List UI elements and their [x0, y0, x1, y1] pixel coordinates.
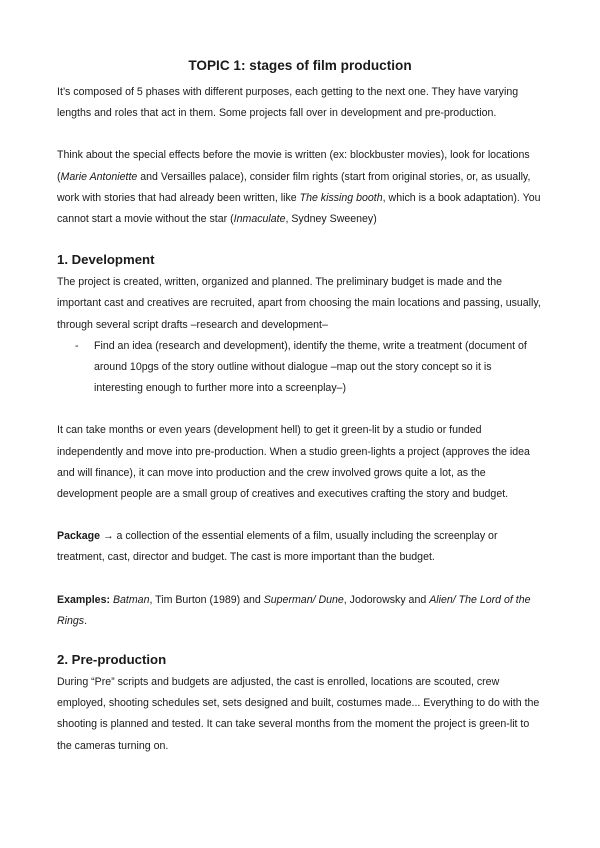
paragraph-gap — [57, 505, 543, 526]
examples-label: Examples: — [57, 593, 110, 606]
development-paragraph: The project is created, written, organized and planned. The preliminary budget is made and the important cast and creatives are recruited, apart from choosing the main locations and passing, usually, through several script drafts –research and development– — [57, 276, 541, 331]
document-page — [57, 56, 543, 757]
section-heading-preproduction: 2. Pre-production — [57, 652, 167, 668]
text-run: , Jodorowsky and — [343, 593, 430, 606]
italic-title: The kissing booth — [299, 191, 383, 204]
green-lit-paragraph: It can take months or even years (development hell) to get it green-lit by a studio or funded independently and move into pre-production. When a studio green-lights a project (approves the idea and will finance), it can move into production and the crew involved grows quite a lot, as the development people are a small group of creatives and executives crafting the story and budget. — [57, 424, 530, 501]
examples-paragraph — [57, 590, 543, 632]
italic-title: Batman — [112, 593, 150, 606]
text-run: Think about the special effects before the movie is written (ex: blockbuster movies), look for locations ( — [57, 149, 530, 183]
italic-title: Alien/ The Lord of the Rings — [57, 593, 531, 627]
text-run: . — [84, 614, 88, 627]
italic-title: Marie Antoniette — [60, 170, 138, 183]
package-paragraph — [57, 526, 543, 568]
preproduction-paragraph: During “Pre” scripts and budgets are adjusted, the cast is enrolled, locations are scouted, crew employed, shooting schedules set, sets designed and built, costumes made... Everything to do with the shooting is planned and tested. It can take several months from the moment the project is green-lit to the cameras turning on. — [57, 676, 540, 752]
italic-title: Inmaculate — [233, 213, 286, 226]
package-term: Package — [57, 530, 100, 543]
list-item-text: Find an idea (research and development), identify the theme, write a treatment (document of around 10pgs of the story outline without dialogue –map out the story concept so it is interesting enough to further more into a screenplay–) — [94, 339, 527, 395]
italic-title: Superman/ Dune — [263, 593, 344, 606]
text-run: , Sydney Sweeney) — [285, 213, 377, 226]
special-effects-paragraph — [57, 145, 543, 230]
text-run: and Versailles palace), consider film rights (start from original stories, or, as usually, work with stories that had already been written, like — [57, 170, 531, 204]
text-run: , Tim Burton (1989) and — [149, 593, 264, 606]
bullet-dash: - — [75, 339, 79, 352]
paragraph-gap — [57, 399, 543, 420]
intro-paragraph: It’s composed of 5 phases with different purposes, each getting to the next one. They have varying lengths and roles that act in them. Some projects fall over in development and pre-production. — [57, 86, 519, 120]
section-heading-development: 1. Development — [57, 252, 155, 268]
package-definition: → a collection of the essential elements of a film, usually including the screenplay or treatment, cast, director and budget. The cast is more important than the budget. — [57, 530, 498, 564]
list-item — [57, 336, 543, 400]
paragraph-gap — [57, 569, 543, 590]
page-title: TOPIC 1: stages of film production — [188, 58, 412, 73]
paragraph-gap — [57, 124, 543, 145]
text-run: , which is a book adaptation). You cannot start a movie without the star ( — [57, 191, 541, 226]
